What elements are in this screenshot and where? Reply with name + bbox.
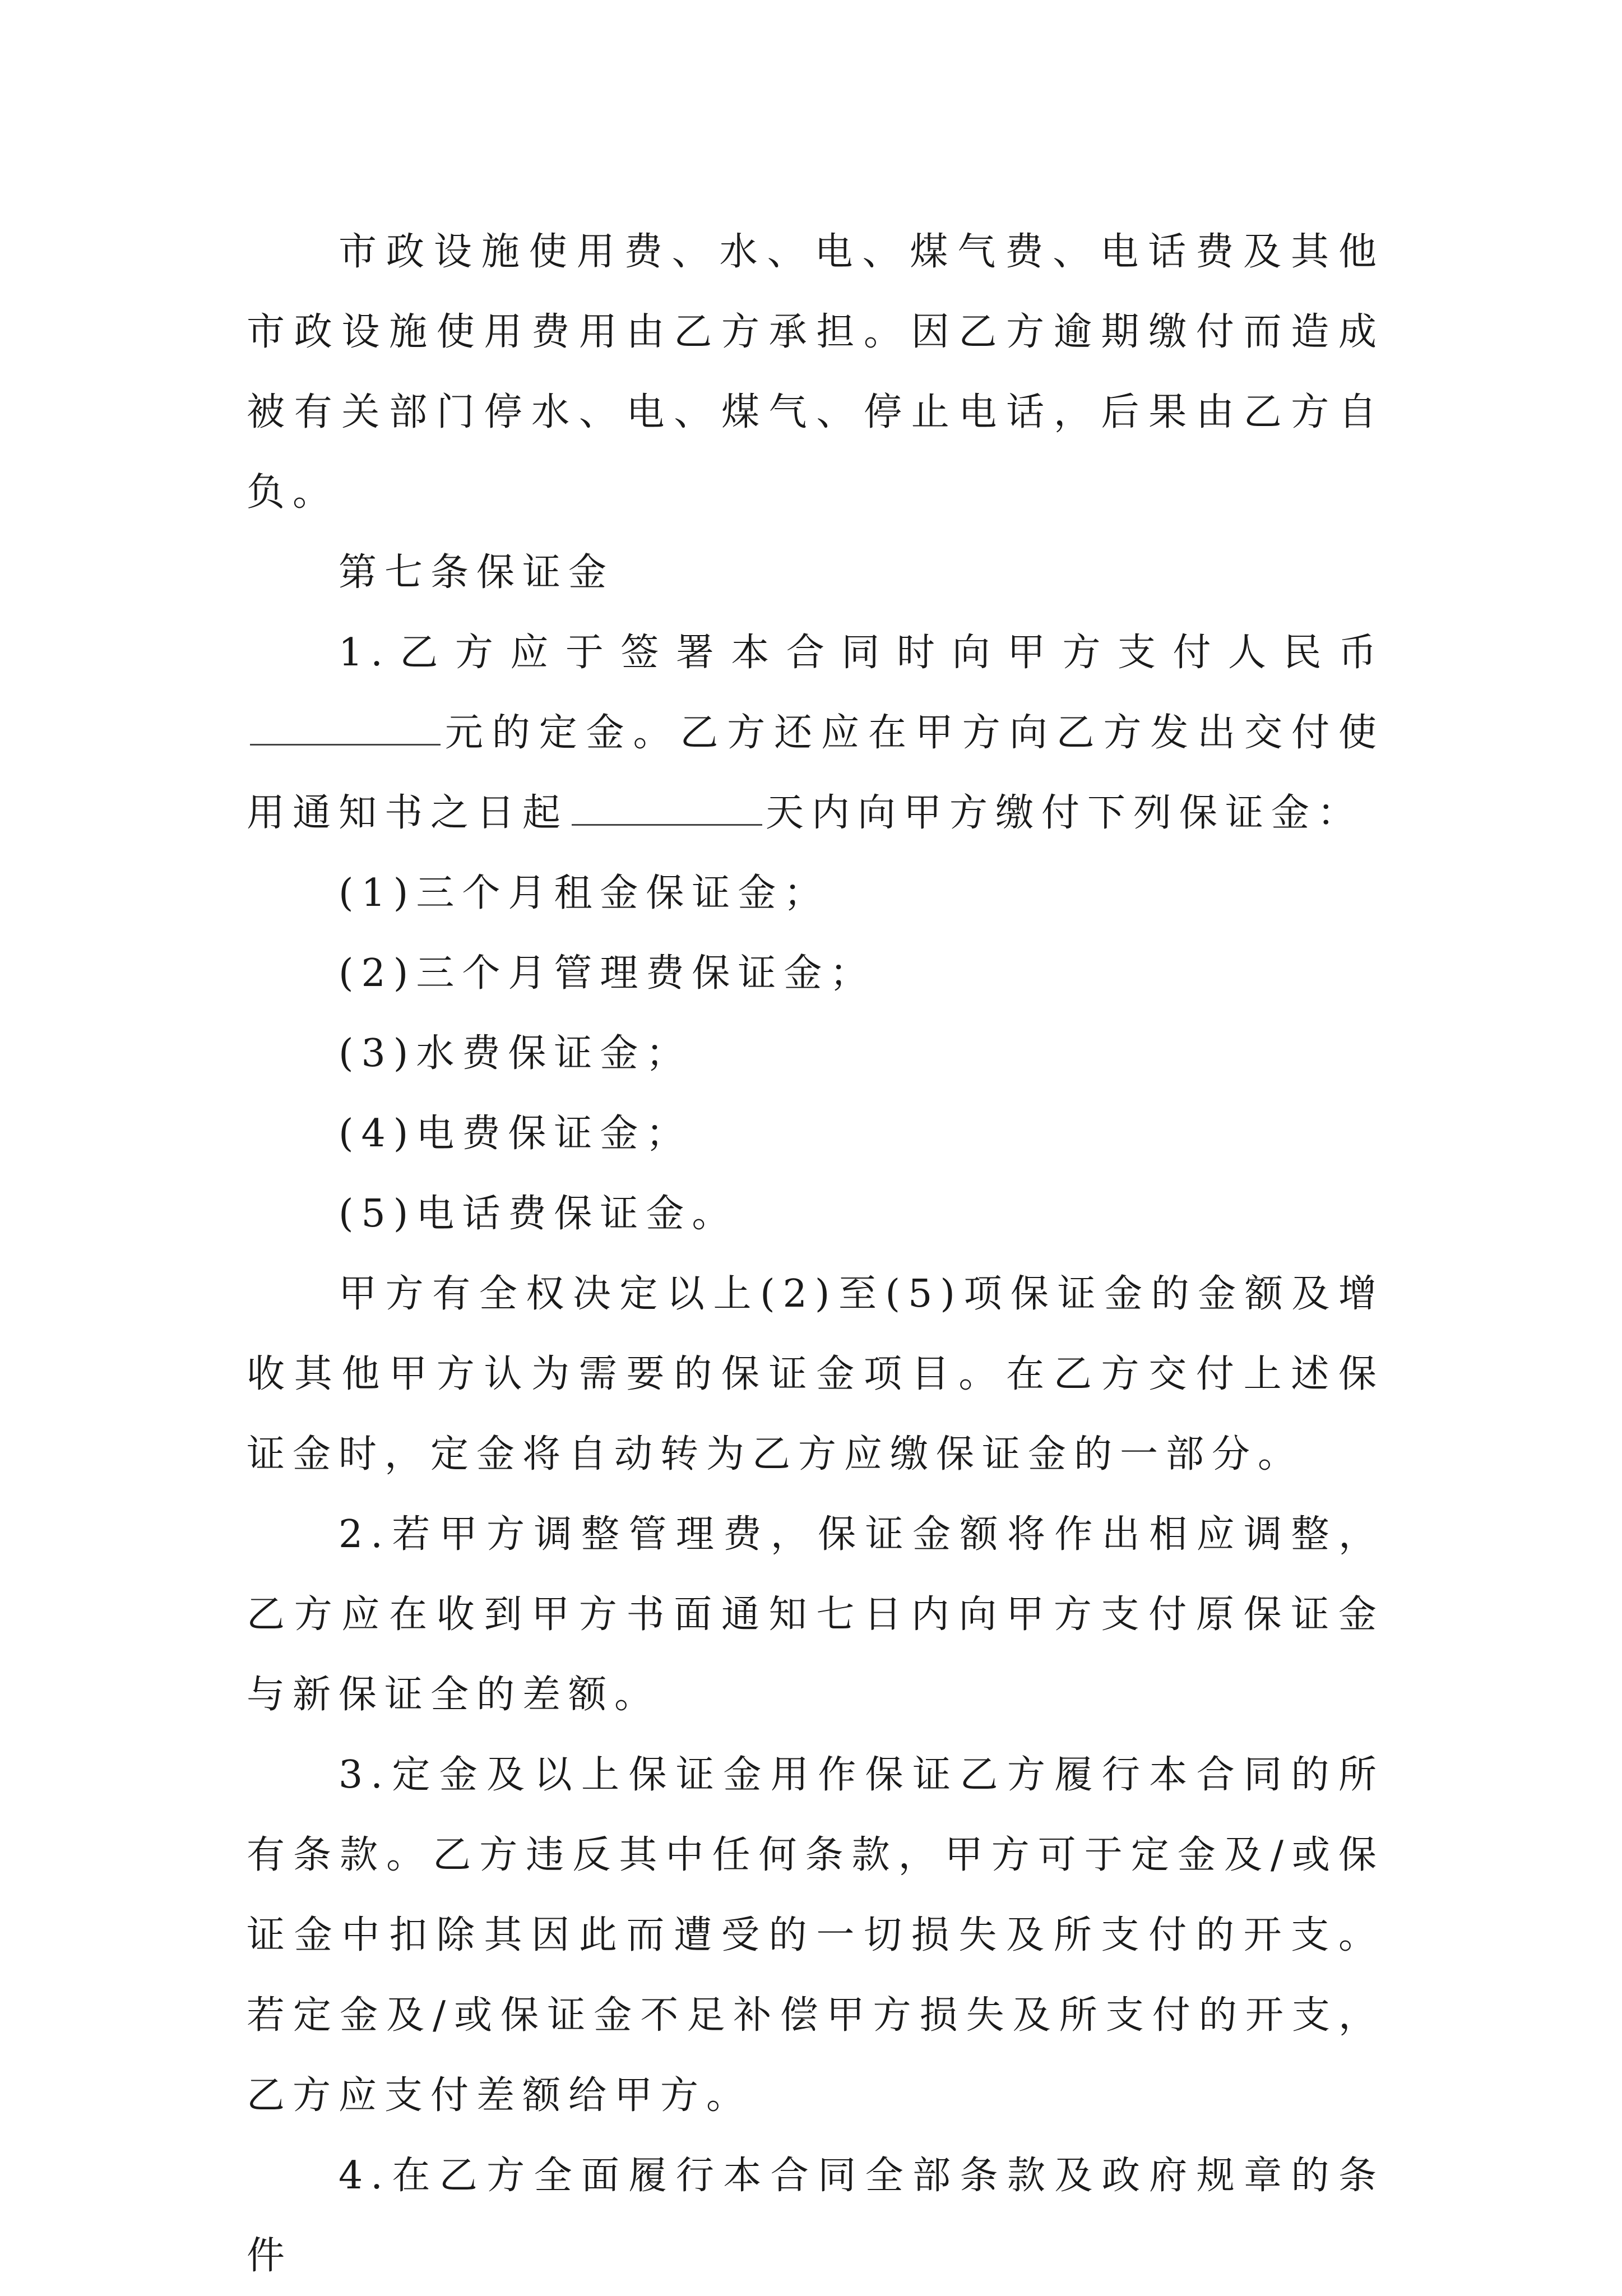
clause-4-paragraph: 4.在乙方全面履行本合同全部条款及政府规章的条件 [247, 2154, 1384, 2278]
clause-1-paragraph [247, 613, 1384, 853]
amount-blank-line [250, 710, 441, 746]
utility-fees-paragraph: 市政设施使用费、水、电、煤气费、电话费及其他市政设施使用费用由乙方承担。因乙方逾期缴付而造成被有关部门停水、电、煤气、停止电话，后果由乙方自负。 [247, 230, 1384, 515]
deposit-item-3: (3)水费保证金； [339, 1031, 692, 1076]
clause-2-paragraph: 2.若甲方调整管理费，保证金额将作出相应调整，乙方应在收到甲方书面通知七日内向甲方支付原保证金与新保证全的差额。 [247, 1512, 1384, 1717]
article-7-heading: 第七条保证金 [339, 550, 615, 595]
deposit-item-2: (2)三个月管理费保证金； [339, 951, 876, 996]
clause-1-text-c: 天内向甲方缴付下列保证金： [766, 791, 1364, 835]
clause-1-text-b: 元的定金。乙方还应在甲方向乙方发出交付使用通知书之日起 [247, 711, 1384, 835]
clause-1-text-a: 1.乙方应于签署本合同时向甲方支付人民币 [339, 631, 1384, 675]
clause-3-paragraph: 3.定金及以上保证金用作保证乙方履行本合同的所有条款。乙方违反其中任何条款，甲方可于定金及/或保证金中扣除其因此而遭受的一切损失及所支付的开支。若定金及/或保证金不足补偿甲方损失及所支付的开支，乙方应支付差额给甲方。 [247, 1753, 1384, 2118]
rights-paragraph: 甲方有全权决定以上(2)至(5)项保证金的金额及增收其他甲方认为需要的保证金项目。在乙方交付上述保证金时，定金将自动转为乙方应缴保证金的一部分。 [247, 1272, 1384, 1476]
deposit-item-4: (4)电费保证金； [339, 1112, 692, 1156]
days-blank-line [572, 790, 762, 826]
deposit-item-5: (5)电话费保证金。 [339, 1192, 738, 1236]
document-body [247, 212, 1384, 2296]
deposit-item-1: (1)三个月租金保证金； [339, 871, 830, 915]
